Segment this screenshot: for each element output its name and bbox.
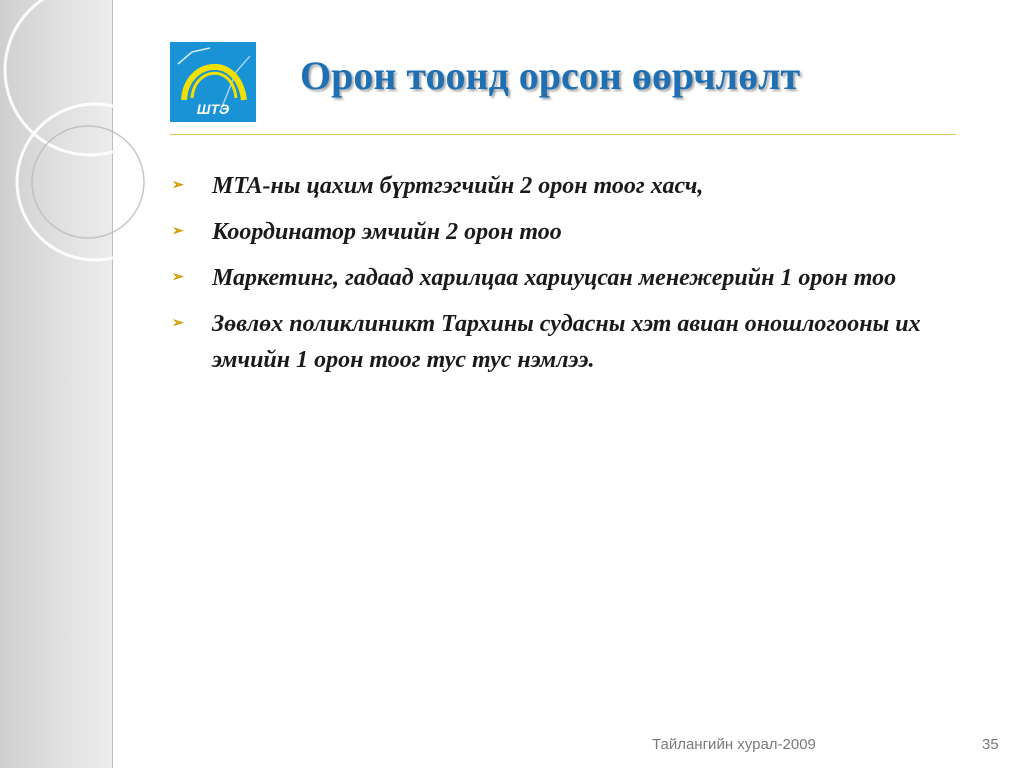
bullet-text: Маркетинг, гадаад харилцаа хариуцсан менежерийн 1 орон тоо (212, 265, 897, 291)
bullet-item (170, 306, 980, 378)
bullet-arrow-icon: ➢ (172, 178, 184, 193)
organization-logo (170, 42, 256, 122)
bullet-item (170, 214, 980, 250)
bullet-arrow-icon: ➢ (172, 316, 184, 331)
bullet-item (170, 168, 980, 204)
slide-title: Орон тоонд орсон өөрчлөлт (300, 53, 801, 98)
page-number: 35 (982, 736, 999, 753)
title-divider (170, 134, 956, 135)
bullet-text: МТА-ны цахим бүртгэгчийн 2 орон тоог хасч, (212, 173, 704, 199)
logo-text: ШТЭ (196, 101, 230, 117)
bullet-list (170, 168, 980, 388)
decorative-circles (0, 0, 180, 300)
bullet-arrow-icon: ➢ (172, 224, 184, 239)
bullet-text: Зөвлөх поликлиникт Тархины судасны хэт авиан оношлогооны их эмчийн 1 орон тоог тус тус нэмлээ. (212, 311, 921, 373)
bullet-arrow-icon: ➢ (172, 270, 184, 285)
footer-text: Тайлангийн хурал-2009 (652, 736, 816, 753)
bullet-item (170, 260, 980, 296)
bullet-text: Координатор эмчийн 2 орон тоо (212, 219, 562, 245)
